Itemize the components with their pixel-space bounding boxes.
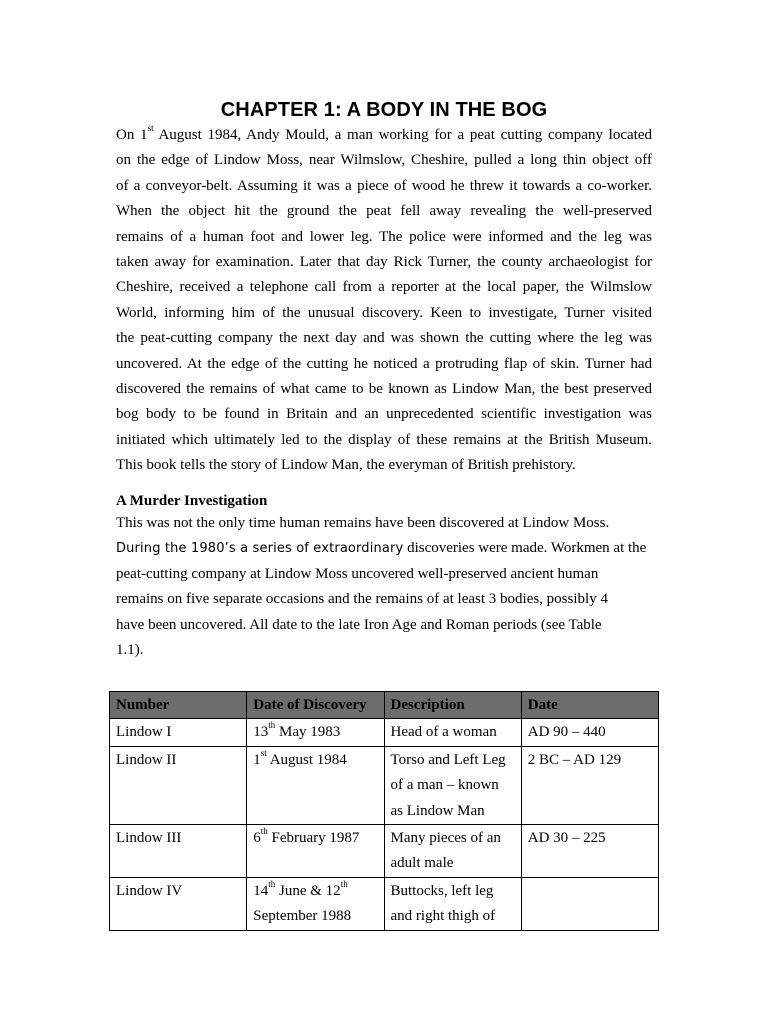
paragraph-line: remains on five separate occasions and the remains of at least 3 bodies, possibly 4 xyxy=(116,591,608,608)
cell-description xyxy=(384,719,521,746)
paragraph-line: the peat-cutting company the next day and was shown the cutting where the leg was xyxy=(116,330,652,347)
paragraph-line: have been uncovered. All date to the late Iron Age and Roman periods (see Table xyxy=(116,616,602,633)
cell-discovery-date xyxy=(247,825,384,878)
cell-number: Lindow IV xyxy=(110,877,247,930)
text-run: August 1984 xyxy=(266,751,347,768)
superscript: th xyxy=(260,826,268,837)
superscript: th xyxy=(340,878,348,889)
paragraph-line: on the edge of Lindow Moss, near Wilmslow, Cheshire, pulled a long thin object off xyxy=(116,152,652,169)
column-header: Date xyxy=(521,692,658,719)
text-run: August 1984, Andy Mould, a man working for a peat cutting company located xyxy=(153,127,652,143)
paragraph-line: remains of a human foot and lower leg. The police were informed and the leg was xyxy=(116,228,652,245)
text-line: Many pieces of an xyxy=(390,830,501,847)
text-line: Torso and Left Leg xyxy=(390,751,506,768)
paragraph-line: This was not the only time human remains have been discovered at Lindow Moss. xyxy=(116,515,610,531)
paragraph-line: When the object hit the ground the peat fell away revealing the well-preserved xyxy=(116,203,652,220)
cell-discovery-date xyxy=(247,877,384,930)
text-run: May 1983 xyxy=(275,724,341,741)
text-run: February 1987 xyxy=(267,830,360,847)
chapter-title: CHAPTER 1: A BODY IN THE BOG xyxy=(220,99,548,121)
paragraph-line: World, informing him of the unusual discovery. Keen to investigate, Turner visited xyxy=(116,304,652,321)
text-line: September 1988 xyxy=(253,908,352,925)
cell-discovery-date xyxy=(247,719,384,746)
cell-date: AD 90 – 440 xyxy=(521,719,658,746)
text-run: During the 1980’s a series of extraordinary xyxy=(116,541,404,557)
superscript: st xyxy=(260,747,267,758)
paragraph-line xyxy=(116,536,652,561)
paragraph-line: This book tells the story of Lindow Man, the everyman of British prehistory. xyxy=(116,457,576,474)
table-header-row xyxy=(110,692,659,719)
superscript: th xyxy=(268,878,276,889)
text-run: 1 xyxy=(253,751,261,768)
text-line: Buttocks, left leg xyxy=(390,882,494,899)
paragraph-line: peat-cutting company at Lindow Moss uncovered well-preserved ancient human xyxy=(116,565,599,582)
text-line: as Lindow Man xyxy=(390,802,485,819)
cell-discovery-date xyxy=(247,746,384,824)
cell-date xyxy=(521,877,658,930)
cell-date: 2 BC – AD 129 xyxy=(521,746,658,824)
text-line: adult male xyxy=(390,855,454,872)
cell-number: Lindow III xyxy=(110,825,247,878)
text-run: June & 12 xyxy=(275,882,341,899)
column-header: Date of Discovery xyxy=(247,692,384,719)
discoveries-table xyxy=(109,691,659,931)
cell-number: Lindow I xyxy=(110,719,247,746)
cell-description xyxy=(384,877,521,930)
cell-description xyxy=(384,825,521,878)
text-run: discoveries were made. Workmen at the xyxy=(403,540,647,557)
text-line: and right thigh of xyxy=(390,908,496,925)
text-run: 6 xyxy=(253,830,261,847)
section-heading: A Murder Investigation xyxy=(116,493,268,509)
cell-description xyxy=(384,746,521,824)
paragraph-line: initiated which ultimately led to the display of these remains at the British Museum. xyxy=(116,431,652,448)
section-paragraph xyxy=(116,511,652,663)
text-run: 13 xyxy=(253,724,269,741)
text-run: 14 xyxy=(253,882,269,899)
superscript: st xyxy=(147,123,154,133)
paragraph-line: Cheshire, received a telephone call from a reporter at the local paper, the Wilmslow xyxy=(116,279,652,296)
paragraph-line: taken away for examination. Later that day Rick Turner, the county archaeologist for xyxy=(116,254,652,271)
text-line xyxy=(253,879,377,904)
table-row xyxy=(110,825,659,878)
intro-paragraph xyxy=(116,123,652,479)
cell-number: Lindow II xyxy=(110,746,247,824)
paragraph-line: 1.1). xyxy=(116,642,144,659)
cell-date: AD 30 – 225 xyxy=(521,825,658,878)
table-row xyxy=(110,877,659,930)
paragraph-line: of a conveyor-belt. Assuming it was a piece of wood he threw it towards a co-worker. xyxy=(116,177,652,194)
table-row xyxy=(110,746,659,824)
column-header: Description xyxy=(384,692,521,719)
column-header: Number xyxy=(110,692,247,719)
paragraph-line: bog body to be found in Britain and an unprecedented scientific investigation was xyxy=(116,406,652,423)
text-run: On 1 xyxy=(116,127,148,143)
paragraph-line: uncovered. At the edge of the cutting he noticed a protruding flap of skin. Turner had xyxy=(116,355,652,372)
table-row xyxy=(110,719,659,746)
paragraph-line: discovered the remains of what came to be known as Lindow Man, the best preserved xyxy=(116,381,652,398)
text-line: of a man – known xyxy=(390,777,499,794)
paragraph-line xyxy=(116,123,652,148)
text-line: Head of a woman xyxy=(390,724,497,741)
superscript: th xyxy=(268,720,276,731)
